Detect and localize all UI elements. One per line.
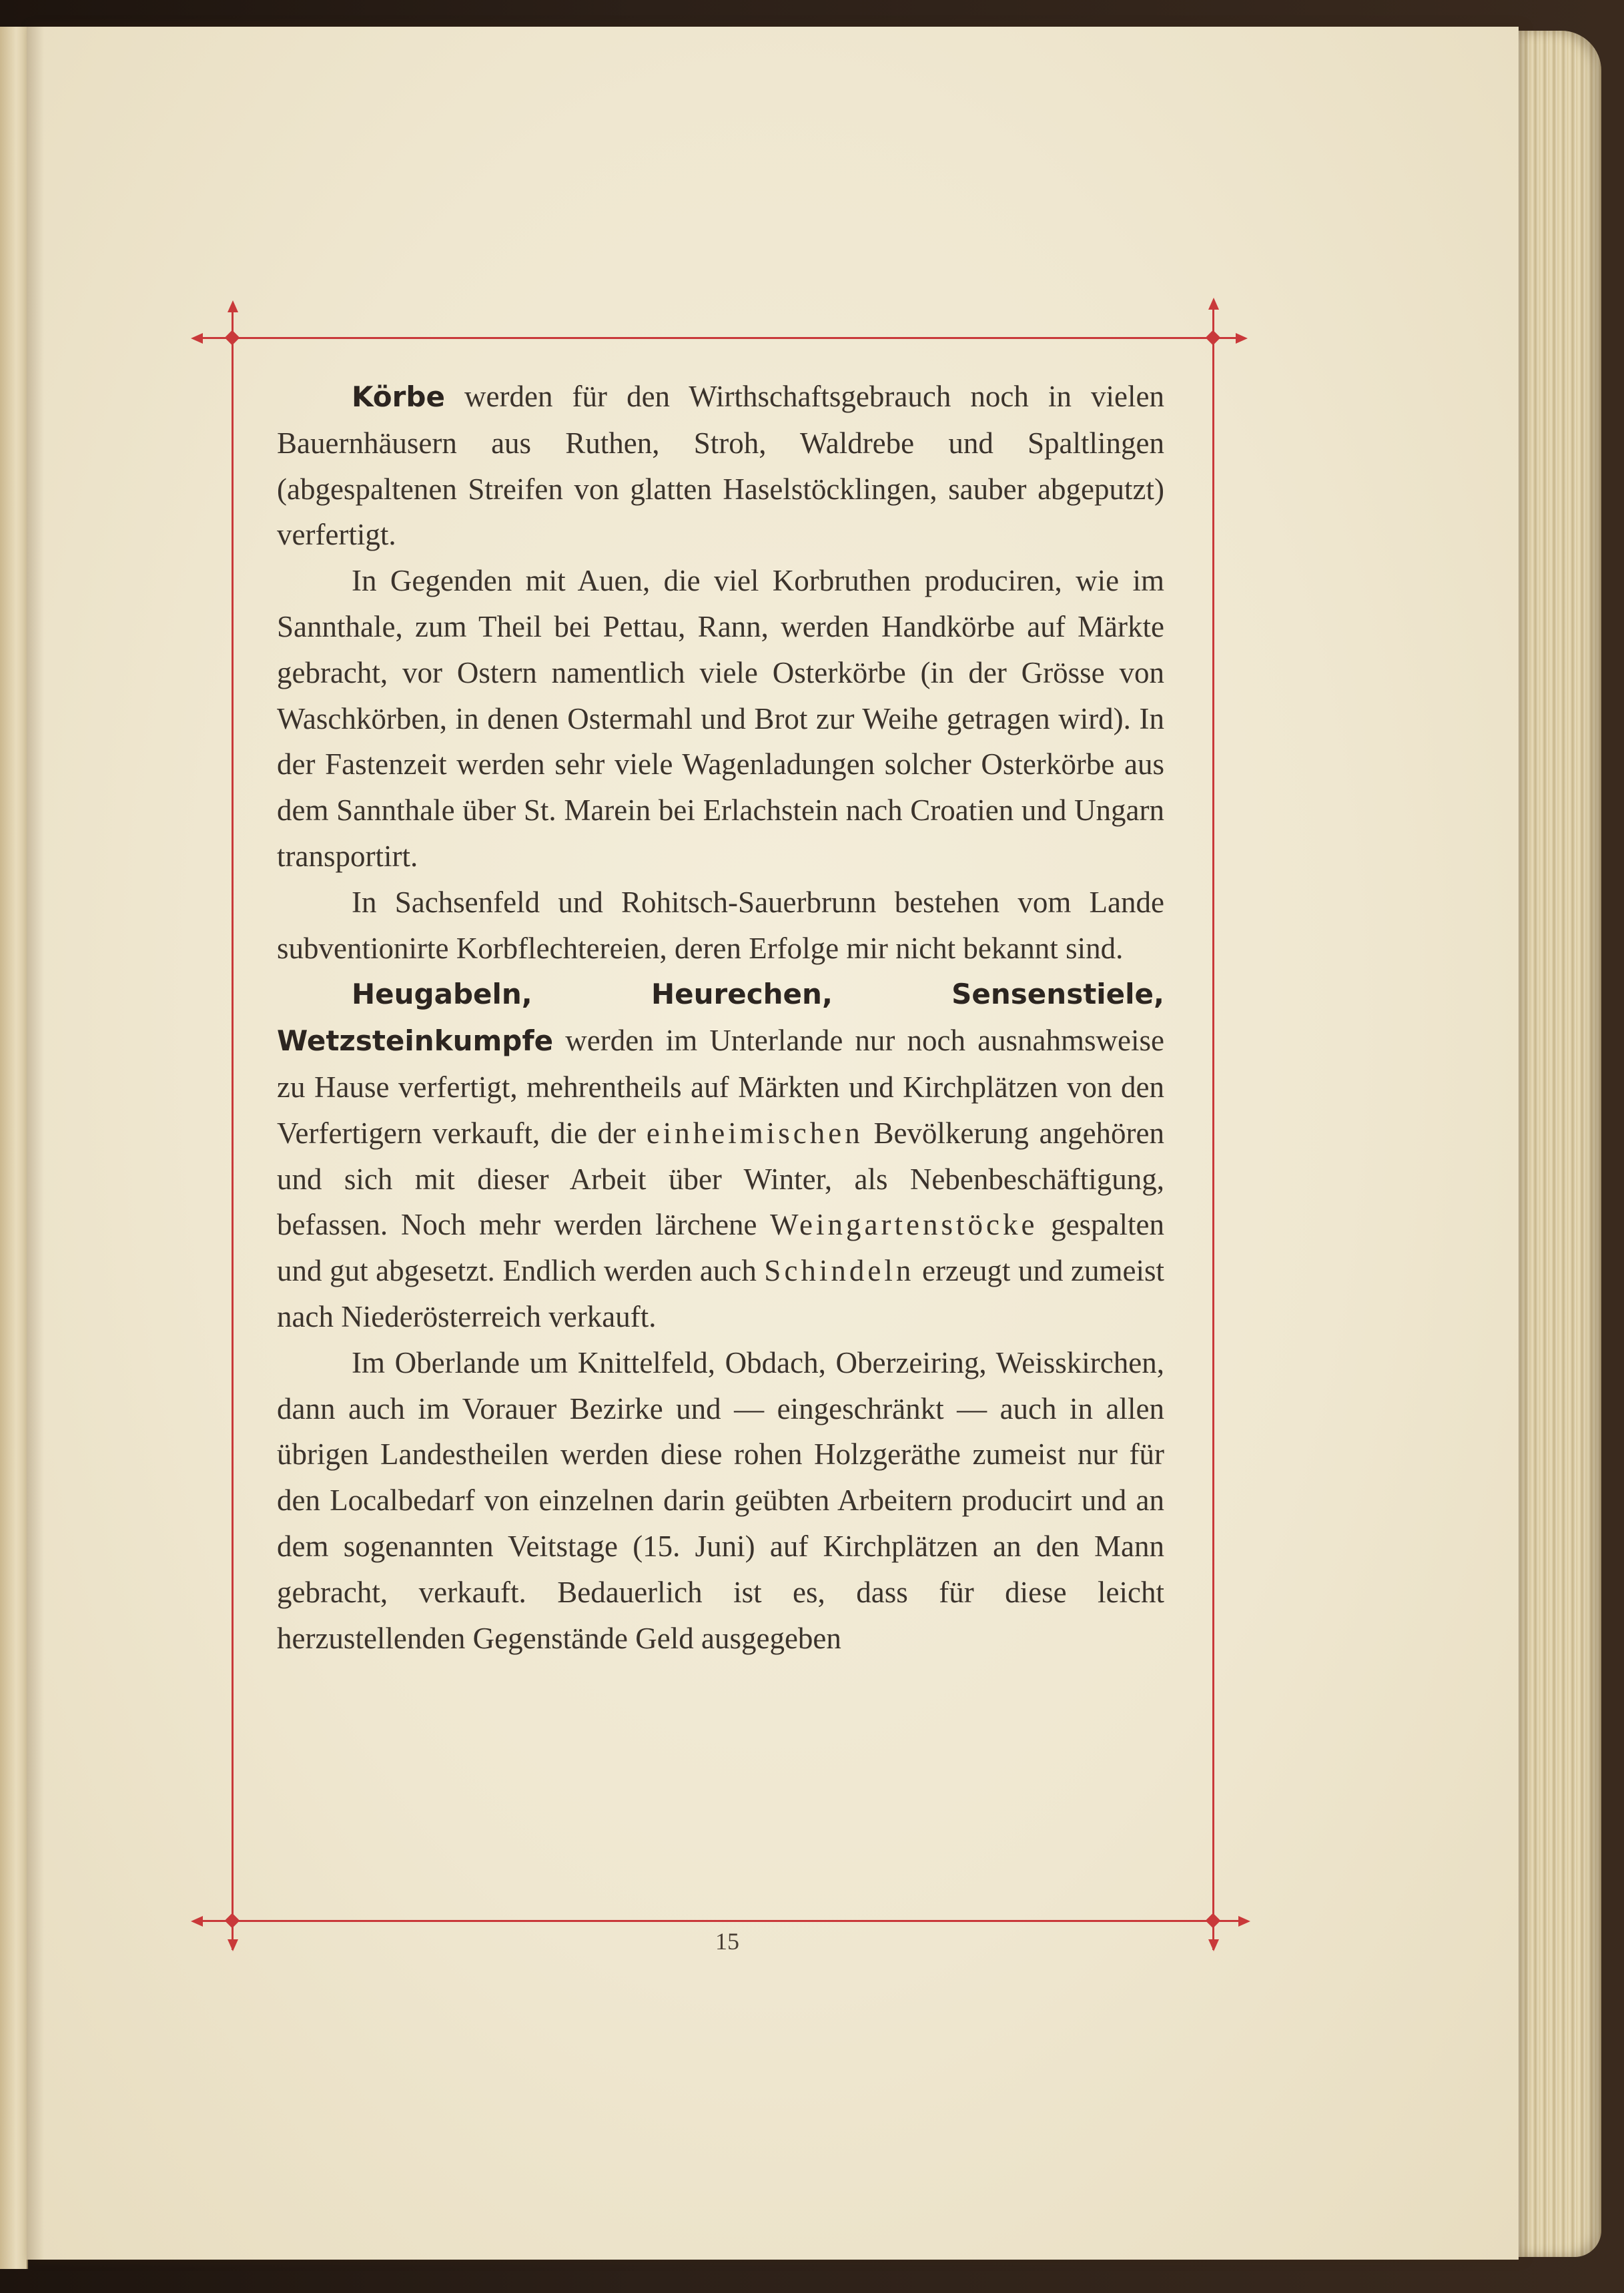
frame-arrow-down-icon [1208,1939,1219,1951]
frame-right-rule [1212,304,1214,1950]
paragraph-text: Bevölkerung angehören und sich mit dieser Arbeit über Winter, als Nebenbeschäftigung, befassen. Noch mehr werden lärchene [277,1116,1164,1242]
frame-arrow-up-icon [228,300,238,312]
frame-arrow-left-icon [191,333,203,344]
emphasized-term: Schindeln [764,1254,915,1288]
paragraph [277,1340,1164,1662]
paragraph-text: Im Oberlande um Knittelfeld, Obdach, Oberzeiring, Weisskirchen, dann auch im Vorauer Bezirke und — eingeschränkt — auch in allen übrigen Landestheilen werden diese rohen Holzgeräthe zumeist nur für den Localbedarf von einzelnen darin geübten Arbeitern producirt und an dem sogenannten Veitstage (15. Juni) auf Kirchplätzen an den Mann gebracht, verkauft. Bedauerlich ist es, dass für diese leicht herzustellenden Gegenstände Geld ausgegeben [277,1345,1164,1655]
frame-arrow-right-icon [1238,1916,1250,1927]
paragraph-text: gespalten und gut abgesetzt. Endlich werden auch [277,1208,1165,1288]
frame-top-rule [197,337,1242,339]
emphasized-term: Weingartenstöcke [770,1208,1038,1242]
frame-arrow-left-icon [191,1916,203,1927]
paragraph-text: In Gegenden mit Auen, die viel Korbruthen produciren, wie im Sannthale, zum Theil bei Pettau, Rann, werden Handkörbe auf Märkte gebracht, vor Ostern namentlich viele Osterkörbe (in der Grösse von Waschkörben, in denen Ostermahl und Brot zur Weihe getragen wird). In der Fastenzeit werden sehr viele Wagenladungen solcher Osterkörbe aus dem Sannthale über St. Marein bei Erlachstein nach Croatien und Ungarn transportirt. [277,564,1164,873]
frame-arrow-right-icon [1236,333,1248,344]
paragraph-text: werden im Unterlande nur noch ausnahmsweise zu Hause verfertigt, mehrentheils auf Märkten und Kirchplätzen von den Verfertigern verkauft, die der [277,1024,1164,1150]
paragraph-text: werden für den Wirthschaftsgebrauch noch in vielen Bauernhäusern aus Ruthen, Stroh, Waldrebe und Spaltlingen (abgespaltenen Streifen von glatten Haselstöcklingen, sauber abgeputzt) verfertigt. [277,380,1164,552]
frame-arrow-down-icon [228,1939,238,1951]
frame-left-rule [232,308,234,1950]
frame-bottom-rule [197,1920,1245,1922]
paragraph [277,374,1164,558]
page-number: 15 [715,1928,739,1955]
emphasized-term: einheimischen [646,1116,863,1150]
left-page-edge [0,27,28,2269]
paragraph [277,971,1164,1339]
paragraph [277,558,1164,880]
paragraph [277,880,1164,972]
page-gutter-shadow [27,27,44,2260]
paragraph-lead-term: Körbe [352,380,445,413]
body-text [277,374,1164,1661]
paragraph-text: In Sachsenfeld und Rohitsch-Sauerbrunn bestehen vom Lande subventionirte Korbflechtereien, deren Erfolge mir nicht bekannt sind. [277,885,1164,965]
frame-arrow-up-icon [1208,298,1219,310]
paragraph-text: erzeugt und zumeist nach Niederösterreich verkauft. [277,1254,1164,1333]
paragraph-lead-term: Heugabeln, Heurechen, Sensenstiele, Wetzsteinkumpfe [277,978,1164,1058]
